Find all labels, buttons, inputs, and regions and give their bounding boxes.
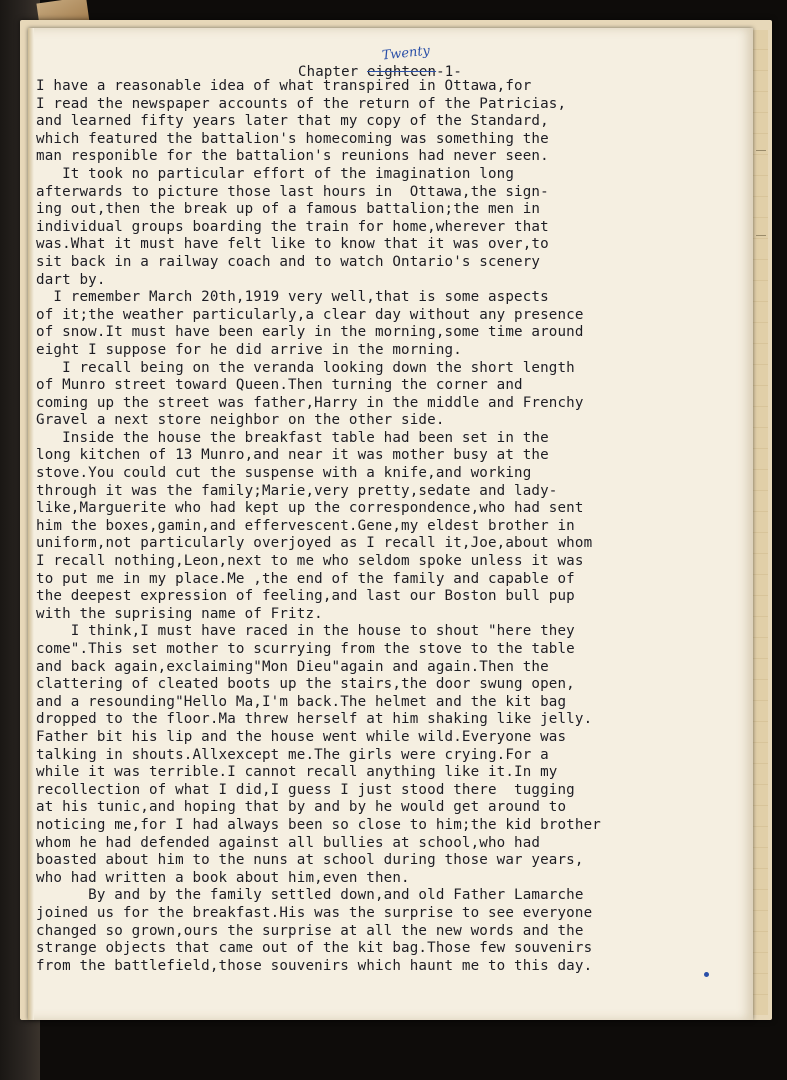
text-line: who had written a book about him,even then. (36, 869, 410, 886)
text-line: man responible for the battalion's reunions had never seen. (36, 148, 549, 165)
text-line: through it was the family;Marie,very pretty,sedate and lady- (36, 482, 558, 499)
body-text (36, 78, 736, 975)
text-line: recollection of what I did,I guess I just stood there tugging (36, 781, 575, 798)
text-line: Inside the house the breakfast table had been set in the (36, 429, 549, 446)
text-line: dart by. (36, 271, 106, 288)
text-line: to put me in my place.Me ,the end of the family and capable of (36, 570, 575, 587)
text-line: I remember March 20th,1919 very well,that is some aspects (36, 289, 549, 306)
ink-dot (704, 972, 709, 977)
text-line: uniform,not particularly overjoyed as I recall it,Joe,about whom (36, 535, 593, 552)
text-line: stove.You could cut the suspense with a knife,and working (36, 465, 532, 482)
text-line: Father bit his lip and the house went while wild.Everyone was (36, 728, 567, 745)
text-line: clattering of cleated boots up the stairs,the door swung open, (36, 676, 575, 693)
text-line: dropped to the floor.Ma threw herself at him shaking like jelly. (36, 711, 593, 728)
text-line: come".This set mother to scurrying from the stove to the table (36, 641, 575, 657)
text-line: of Munro street toward Queen.Then turning the corner and (36, 377, 523, 394)
text-line: By and by the family settled down,and old Father Lamarche (36, 887, 584, 904)
text-line: and learned fifty years later that my copy of the Standard, (36, 113, 549, 130)
text-line: from the battlefield,those souvenirs which haunt me to this day. (36, 957, 593, 974)
text-line: afterwards to picture those last hours in Ottawa,the sign- (36, 183, 549, 200)
text-line: strange objects that came out of the kit bag.Those few souvenirs (36, 940, 593, 957)
text-line: It took no particular effort of the imagination long (36, 165, 515, 182)
text-line: and back again,exclaiming"Mon Dieu"again and again.Then the (36, 658, 549, 675)
text-line: changed so grown,ours the surprise at all the new words and the (36, 922, 584, 939)
text-line: I think,I must have raced in the house to shout "here they (36, 623, 575, 640)
text-line: was.What it must have felt like to know that it was over,to (36, 236, 549, 253)
text-line: of it;the weather particularly,a clear day without any presence (36, 306, 584, 323)
text-line: I have a reasonable idea of what transpired in Ottawa,for (36, 78, 532, 94)
handwritten-correction: Twenty (381, 43, 431, 64)
text-line: while it was terrible.I cannot recall anything like it.In my (36, 764, 558, 781)
text-line: I recall nothing,Leon,next to me who seldom spoke unless it was (36, 553, 584, 570)
text-line: whom he had defended against all bullies at school,who had (36, 834, 541, 851)
margin-tick (756, 150, 766, 151)
chapter-page-number: -1- (436, 64, 462, 80)
text-line: individual groups boarding the train for home,wherever that (36, 218, 549, 235)
text-line: boasted about him to the nuns at school during those war years, (36, 852, 584, 869)
margin-tick (756, 235, 766, 236)
text-line: the deepest expression of feeling,and last our Boston bull pup (36, 588, 575, 605)
text-line: like,Marguerite who had kept up the correspondence,who had sent (36, 500, 584, 517)
text-line: at his tunic,and hoping that by and by he would get around to (36, 799, 567, 816)
text-line: I read the newspaper accounts of the return of the Patricias, (36, 95, 567, 112)
text-line: I recall being on the veranda looking down the short length (36, 359, 575, 376)
text-line: coming up the street was father,Harry in the middle and Frenchy (36, 394, 584, 411)
text-line: noticing me,for I had always been so close to him;the kid brother (36, 816, 601, 833)
text-line: with the suprising name of Fritz. (36, 605, 323, 622)
text-line: which featured the battalion's homecoming was something the (36, 130, 549, 147)
text-line: of snow.It must have been early in the morning,some time around (36, 324, 584, 341)
text-line: Gravel a next store neighbor on the other side. (36, 412, 445, 429)
text-line: ing out,then the break up of a famous battalion;the men in (36, 201, 541, 218)
text-line: him the boxes,gamin,and effervescent.Gene,my eldest brother in (36, 517, 575, 534)
text-line: sit back in a railway coach and to watch Ontario's scenery (36, 253, 541, 270)
text-line: talking in shouts.Allxexcept me.The girls were crying.For a (36, 746, 549, 763)
text-line: eight I suppose for he did arrive in the morning. (36, 341, 462, 358)
text-line: and a resounding"Hello Ma,I'm back.The helmet and the kit bag (36, 693, 567, 710)
text-line: long kitchen of 13 Munro,and near it was mother busy at the (36, 447, 549, 464)
chapter-struck-number: eighteen (367, 64, 437, 80)
text-line: joined us for the breakfast.His was the surprise to see everyone (36, 904, 593, 921)
chapter-label: Chapter (298, 64, 359, 80)
